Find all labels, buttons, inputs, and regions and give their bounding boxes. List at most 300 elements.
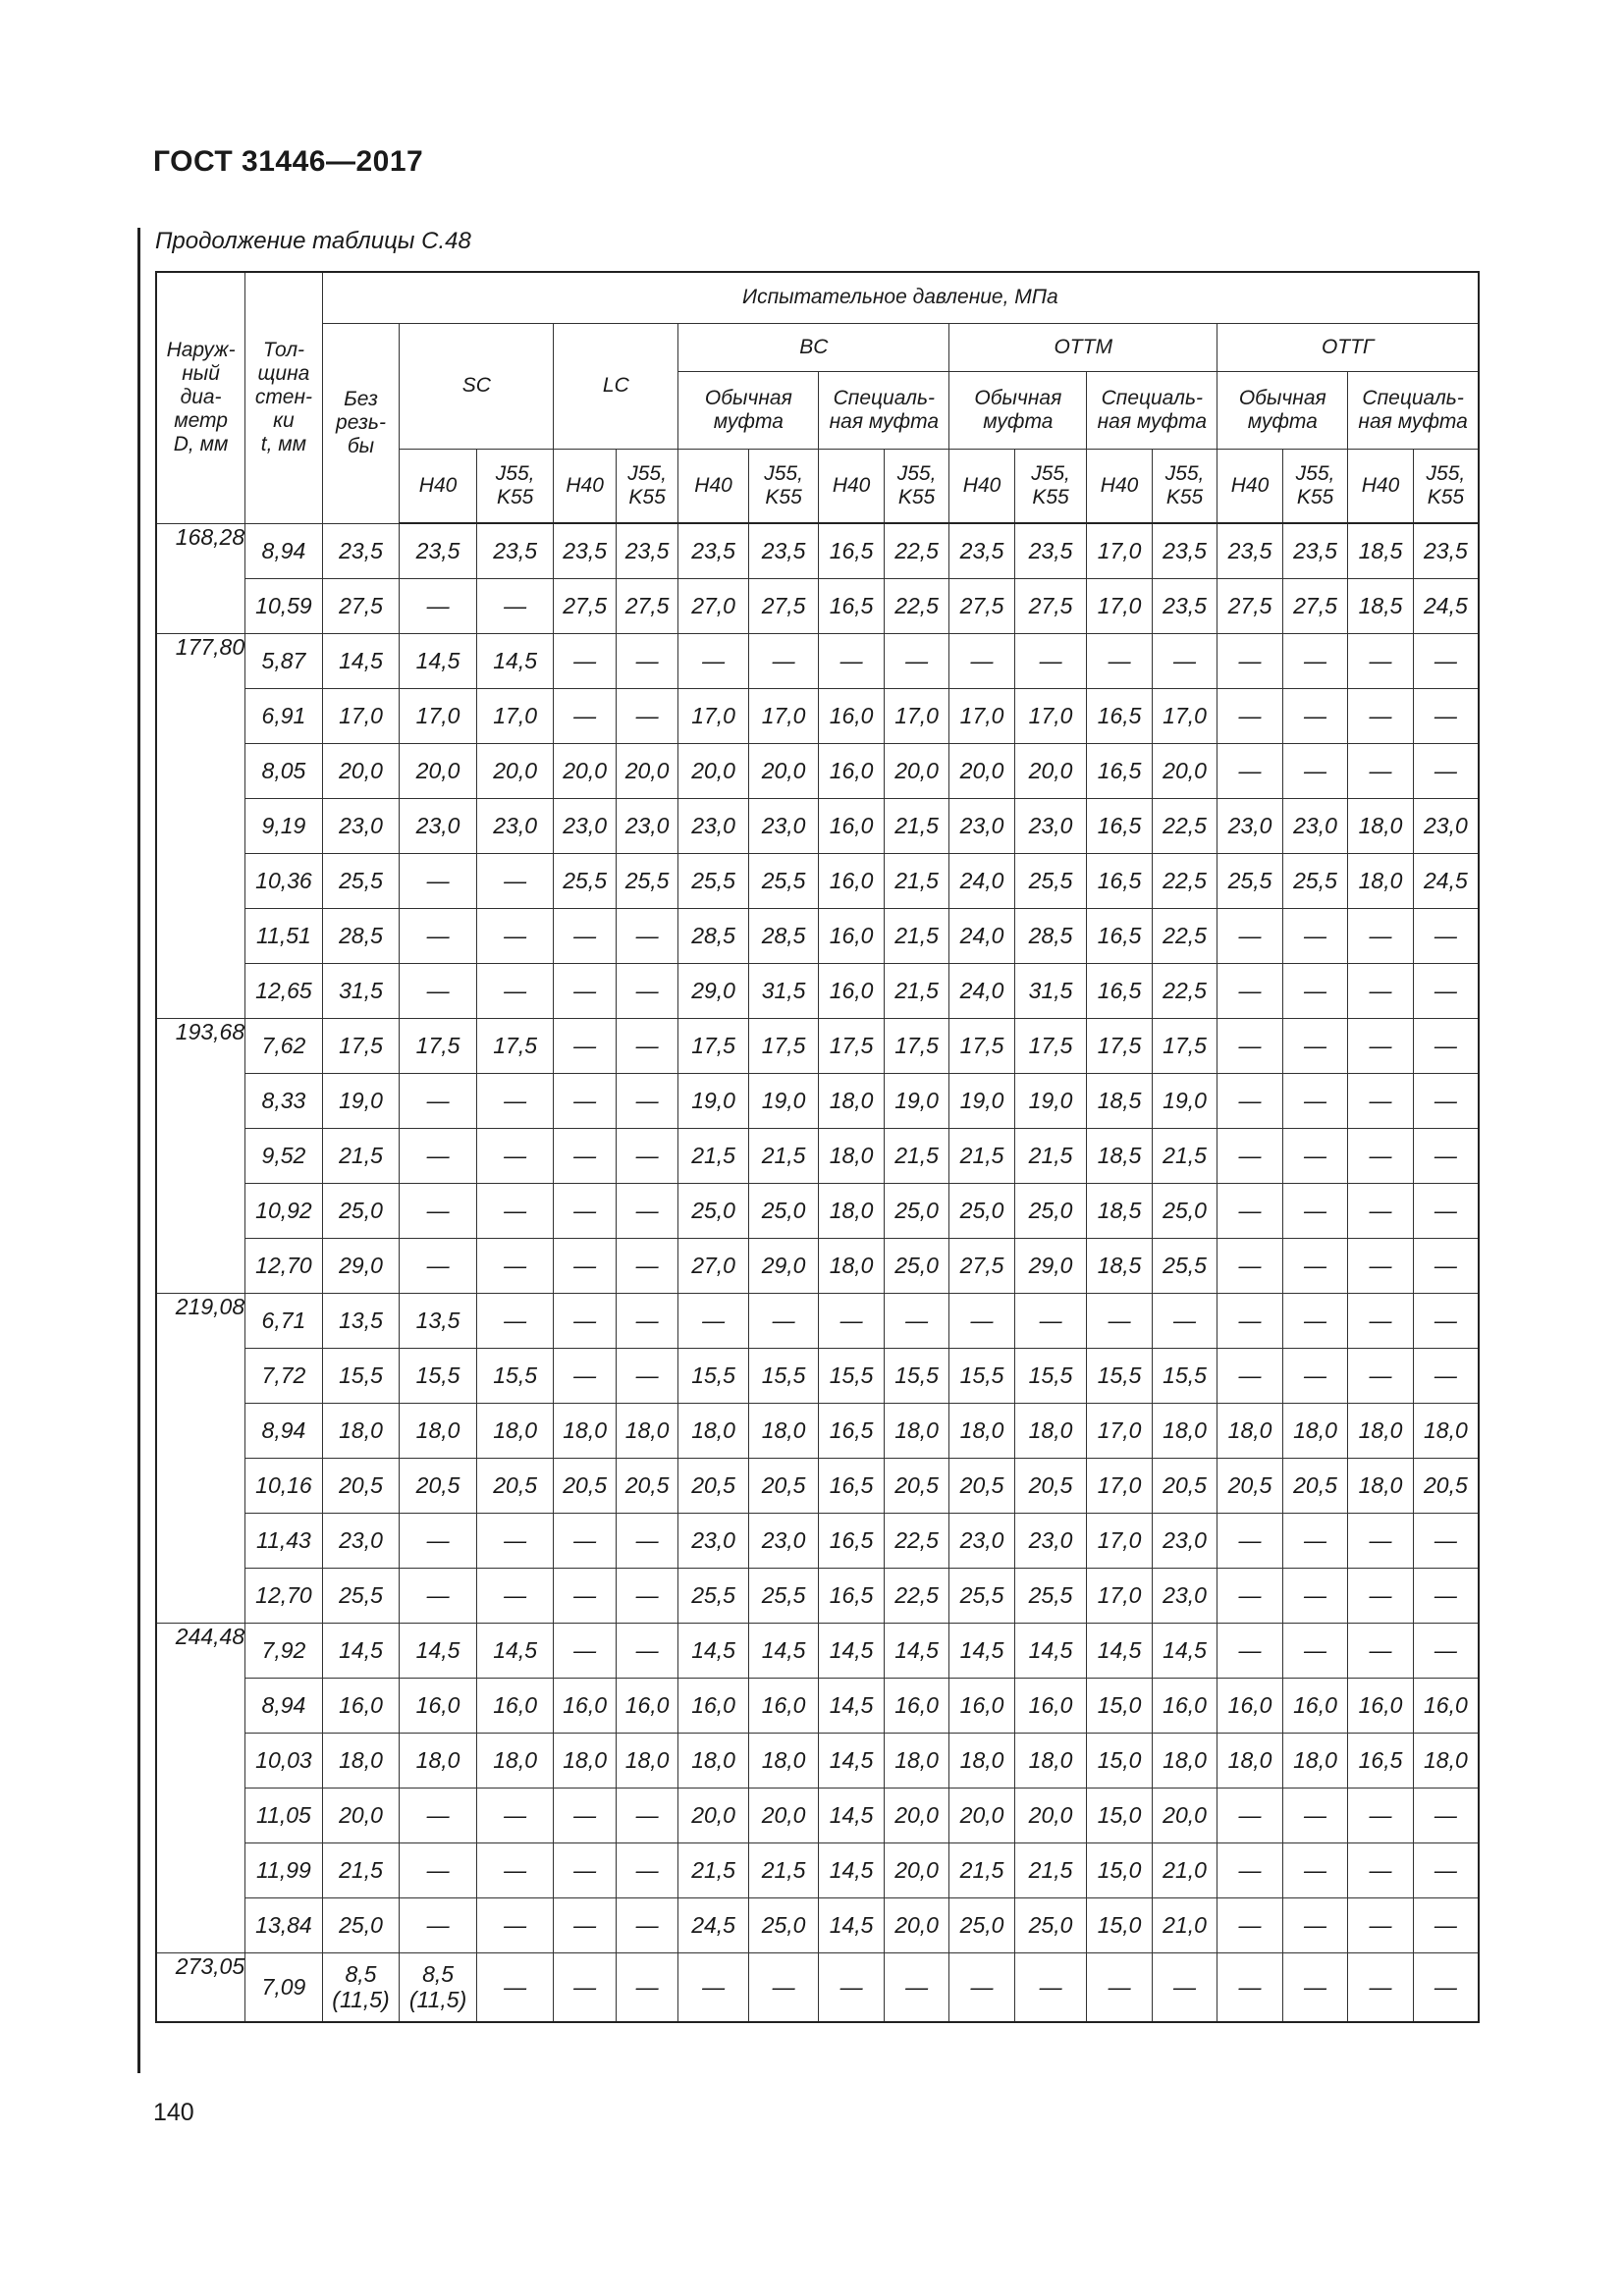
pressure-cell: — xyxy=(884,1294,948,1349)
table-row xyxy=(156,1239,1479,1294)
pressure-cell: 14,5 xyxy=(476,634,554,689)
pressure-cell: — xyxy=(1217,964,1282,1019)
pressure-cell: — xyxy=(616,1074,677,1129)
pressure-cell: 25,0 xyxy=(322,1184,400,1239)
pressure-cell: — xyxy=(554,1514,616,1569)
pressure-cell: — xyxy=(1087,1953,1152,2022)
pressure-cell: 20,5 xyxy=(678,1459,749,1514)
pressure-cell: — xyxy=(616,1129,677,1184)
pressure-cell: 20,0 xyxy=(554,744,616,799)
pressure-cell: — xyxy=(1282,1624,1347,1679)
pressure-cell: 18,0 xyxy=(1014,1734,1087,1789)
pressure-cell: — xyxy=(884,634,948,689)
pressure-cell: 17,0 xyxy=(678,689,749,744)
pressure-cell: 16,0 xyxy=(884,1679,948,1734)
pressure-cell: — xyxy=(554,1129,616,1184)
pressure-cell: 23,5 xyxy=(1282,523,1347,579)
pressure-cell: 14,5 xyxy=(400,1624,477,1679)
pressure-cell: — xyxy=(476,1953,554,2022)
pressure-cell: 20,0 xyxy=(322,1789,400,1843)
pressure-cell: — xyxy=(1217,744,1282,799)
pressure-cell: 16,0 xyxy=(1348,1679,1413,1734)
pressure-cell: 23,5 xyxy=(1014,523,1087,579)
table-row xyxy=(156,1184,1479,1239)
pressure-cell: 20,0 xyxy=(616,744,677,799)
pressure-cell: 25,5 xyxy=(949,1569,1014,1624)
pressure-cell: — xyxy=(1282,689,1347,744)
pressure-cell: 14,5 xyxy=(748,1624,819,1679)
pressure-cell: — xyxy=(1217,1074,1282,1129)
pressure-cell: — xyxy=(1413,1953,1479,2022)
pressure-cell: — xyxy=(1348,1569,1413,1624)
pressure-cell: — xyxy=(748,634,819,689)
pressure-cell: — xyxy=(1348,1129,1413,1184)
pressure-cell: 25,0 xyxy=(748,1898,819,1953)
outer-diameter-cell: 273,05 xyxy=(156,1953,245,2022)
pressure-cell: 18,0 xyxy=(476,1404,554,1459)
pressure-cell: — xyxy=(554,1349,616,1404)
outer-diameter-cell: 219,08 xyxy=(156,1294,245,1624)
pressure-cell: — xyxy=(1413,689,1479,744)
pressure-cell: 21,0 xyxy=(1152,1898,1217,1953)
pressure-cell: — xyxy=(1087,634,1152,689)
pressure-cell: 25,0 xyxy=(678,1184,749,1239)
pressure-cell: — xyxy=(1348,1898,1413,1953)
ottm-regular-coupling-header: Обычная муфта xyxy=(949,372,1087,450)
pressure-cell: — xyxy=(884,1953,948,2022)
table-row xyxy=(156,1734,1479,1789)
pressure-cell: — xyxy=(554,964,616,1019)
pressure-cell: 13,5 xyxy=(400,1294,477,1349)
wall-thickness-cell: 11,05 xyxy=(245,1789,323,1843)
pressure-cell: — xyxy=(616,689,677,744)
pressure-cell: — xyxy=(554,1624,616,1679)
pressure-cell: 18,0 xyxy=(1348,854,1413,909)
pressure-cell: — xyxy=(554,1074,616,1129)
pressure-cell: 23,0 xyxy=(1152,1569,1217,1624)
lc-header: LC xyxy=(554,324,678,450)
pressure-cell: 17,5 xyxy=(949,1019,1014,1074)
pressure-cell: 20,0 xyxy=(748,744,819,799)
pressure-cell: 24,0 xyxy=(949,964,1014,1019)
pressure-cell: — xyxy=(1282,1898,1347,1953)
pressure-cell: 23,0 xyxy=(1014,1514,1087,1569)
pressure-cell: 16,0 xyxy=(819,909,884,964)
pressure-cell: 25,5 xyxy=(1282,854,1347,909)
pressure-cell: — xyxy=(1217,1514,1282,1569)
pressure-cell: — xyxy=(1413,1514,1479,1569)
pressure-cell: — xyxy=(1217,634,1282,689)
pressure-cell: 27,5 xyxy=(616,579,677,634)
pressure-table xyxy=(155,271,1480,2023)
pressure-cell: — xyxy=(1014,1953,1087,2022)
wall-thickness-cell: 8,05 xyxy=(245,744,323,799)
pressure-cell: — xyxy=(1282,1239,1347,1294)
pressure-cell: 24,5 xyxy=(1413,854,1479,909)
pressure-cell: 21,5 xyxy=(884,854,948,909)
pressure-cell: — xyxy=(1348,1294,1413,1349)
pressure-cell: 14,5 xyxy=(1152,1624,1217,1679)
pressure-cell: 21,0 xyxy=(1152,1843,1217,1898)
pressure-cell: 17,0 xyxy=(1152,689,1217,744)
pressure-cell: — xyxy=(1348,1019,1413,1074)
pressure-cell: 20,5 xyxy=(476,1459,554,1514)
pressure-cell: — xyxy=(1282,634,1347,689)
pressure-cell: — xyxy=(1413,1129,1479,1184)
pressure-cell: 16,0 xyxy=(554,1679,616,1734)
pressure-cell: 20,0 xyxy=(322,744,400,799)
pressure-cell: 19,0 xyxy=(884,1074,948,1129)
pressure-cell: 16,5 xyxy=(1087,964,1152,1019)
pressure-cell: 18,0 xyxy=(678,1404,749,1459)
pressure-cell: 14,5 xyxy=(1087,1624,1152,1679)
pressure-cell: — xyxy=(1217,1569,1282,1624)
wall-thickness-cell: 13,84 xyxy=(245,1898,323,1953)
pressure-cell: 18,5 xyxy=(1087,1184,1152,1239)
pressure-cell: 18,5 xyxy=(1087,1129,1152,1184)
pressure-cell: — xyxy=(1413,1294,1479,1349)
pressure-cell: — xyxy=(400,1239,477,1294)
pressure-cell: 18,0 xyxy=(1152,1734,1217,1789)
page-number: 140 xyxy=(153,2099,194,2126)
pressure-cell: — xyxy=(400,1184,477,1239)
pressure-cell: 14,5 xyxy=(949,1624,1014,1679)
pressure-cell: — xyxy=(1217,1843,1282,1898)
table-row xyxy=(156,1514,1479,1569)
pressure-cell: 23,0 xyxy=(748,1514,819,1569)
pressure-cell: — xyxy=(616,1898,677,1953)
ottm-regular-h40-header: H40 xyxy=(949,450,1014,524)
pressure-cell: 23,0 xyxy=(616,799,677,854)
pressure-cell: 18,0 xyxy=(949,1734,1014,1789)
pressure-cell: 20,5 xyxy=(616,1459,677,1514)
pressure-cell: 27,0 xyxy=(678,579,749,634)
pressure-cell: 17,0 xyxy=(1014,689,1087,744)
pressure-cell: 17,0 xyxy=(748,689,819,744)
pressure-cell: 20,0 xyxy=(678,744,749,799)
pressure-cell: 17,5 xyxy=(748,1019,819,1074)
pressure-cell: 15,0 xyxy=(1087,1679,1152,1734)
pressure-cell: 23,5 xyxy=(1217,523,1282,579)
pressure-cell: — xyxy=(1348,1184,1413,1239)
pressure-cell: 21,5 xyxy=(949,1843,1014,1898)
pressure-cell: 18,0 xyxy=(322,1404,400,1459)
pressure-cell: 23,0 xyxy=(1413,799,1479,854)
pressure-cell: 17,0 xyxy=(400,689,477,744)
no-thread-header: Без резь- бы xyxy=(322,324,400,524)
pressure-cell: 18,0 xyxy=(476,1734,554,1789)
pressure-cell: — xyxy=(1217,1239,1282,1294)
ottm-regular-j55-k55-header: J55, K55 xyxy=(1014,450,1087,524)
ottg-header: ОТТГ xyxy=(1217,324,1479,372)
pressure-cell: 24,0 xyxy=(949,854,1014,909)
pressure-cell: 27,5 xyxy=(748,579,819,634)
pressure-cell: — xyxy=(1152,1953,1217,2022)
pressure-cell: 21,5 xyxy=(678,1843,749,1898)
wall-thickness-cell: 8,94 xyxy=(245,1404,323,1459)
pressure-cell: 17,0 xyxy=(1087,1404,1152,1459)
pressure-cell: 23,0 xyxy=(1217,799,1282,854)
pressure-cell: 15,5 xyxy=(748,1349,819,1404)
pressure-cell: 8,5 (11,5) xyxy=(322,1953,400,2022)
pressure-cell: 18,0 xyxy=(554,1734,616,1789)
pressure-cell: 20,5 xyxy=(322,1459,400,1514)
bc-special-h40-header: H40 xyxy=(819,450,884,524)
pressure-cell: 18,0 xyxy=(884,1404,948,1459)
pressure-cell: 14,5 xyxy=(819,1679,884,1734)
pressure-cell: 25,0 xyxy=(949,1184,1014,1239)
pressure-cell: — xyxy=(678,634,749,689)
pressure-cell: 17,0 xyxy=(884,689,948,744)
pressure-cell: — xyxy=(1282,1129,1347,1184)
pressure-cell: 23,0 xyxy=(322,799,400,854)
wall-thickness-cell: 9,52 xyxy=(245,1129,323,1184)
pressure-cell: — xyxy=(554,1569,616,1624)
pressure-cell: 18,0 xyxy=(1014,1404,1087,1459)
pressure-cell: 20,0 xyxy=(476,744,554,799)
bc-regular-j55-k55-header: J55, K55 xyxy=(748,450,819,524)
wall-thickness-cell: 7,72 xyxy=(245,1349,323,1404)
wall-thickness-cell: 10,59 xyxy=(245,579,323,634)
pressure-cell: — xyxy=(616,1239,677,1294)
pressure-cell: 18,0 xyxy=(748,1734,819,1789)
pressure-cell: 17,0 xyxy=(949,689,1014,744)
pressure-cell: — xyxy=(616,1184,677,1239)
pressure-cell: — xyxy=(819,634,884,689)
pressure-cell: 25,5 xyxy=(1014,854,1087,909)
pressure-cell: — xyxy=(1413,634,1479,689)
pressure-cell: — xyxy=(400,1074,477,1129)
pressure-cell: — xyxy=(1282,1074,1347,1129)
table-row xyxy=(156,854,1479,909)
pressure-cell: — xyxy=(1217,1184,1282,1239)
pressure-cell: 22,5 xyxy=(884,1569,948,1624)
pressure-cell: — xyxy=(554,1843,616,1898)
pressure-cell: 16,5 xyxy=(1087,909,1152,964)
pressure-cell: 16,0 xyxy=(819,854,884,909)
pressure-cell: 20,0 xyxy=(949,1789,1014,1843)
ottg-special-h40-header: H40 xyxy=(1348,450,1413,524)
bc-regular-h40-header: H40 xyxy=(678,450,749,524)
pressure-cell: — xyxy=(1348,909,1413,964)
pressure-cell: 14,5 xyxy=(322,1624,400,1679)
pressure-cell: 18,0 xyxy=(819,1074,884,1129)
pressure-cell: — xyxy=(748,1953,819,2022)
pressure-cell: 25,5 xyxy=(1014,1569,1087,1624)
wall-thickness-header: Тол- щина стен- ки t, мм xyxy=(245,272,323,523)
pressure-cell: 17,5 xyxy=(1087,1019,1152,1074)
pressure-cell: — xyxy=(476,579,554,634)
pressure-cell: 27,5 xyxy=(322,579,400,634)
pressure-cell: — xyxy=(1282,1569,1347,1624)
pressure-cell: — xyxy=(554,1789,616,1843)
pressure-cell: — xyxy=(554,1898,616,1953)
pressure-cell: 18,0 xyxy=(1413,1404,1479,1459)
table-row xyxy=(156,1129,1479,1184)
pressure-cell: 15,0 xyxy=(1087,1843,1152,1898)
pressure-cell: 31,5 xyxy=(748,964,819,1019)
pressure-cell: 25,5 xyxy=(1152,1239,1217,1294)
pressure-cell: — xyxy=(1217,1953,1282,2022)
pressure-cell: 18,0 xyxy=(819,1129,884,1184)
pressure-cell: 14,5 xyxy=(400,634,477,689)
pressure-cell: — xyxy=(1217,1624,1282,1679)
pressure-cell: 20,0 xyxy=(884,1789,948,1843)
test-pressure-header: Испытательное давление, МПа xyxy=(322,272,1479,324)
pressure-cell: 23,0 xyxy=(1152,1514,1217,1569)
pressure-cell: 8,5 (11,5) xyxy=(400,1953,477,2022)
table-row xyxy=(156,799,1479,854)
pressure-cell: 16,0 xyxy=(678,1679,749,1734)
pressure-cell: 18,0 xyxy=(1348,799,1413,854)
pressure-cell: 23,0 xyxy=(748,799,819,854)
pressure-cell: 23,0 xyxy=(476,799,554,854)
pressure-cell: — xyxy=(476,1898,554,1953)
pressure-cell: 20,0 xyxy=(1014,1789,1087,1843)
pressure-cell: — xyxy=(819,1953,884,2022)
pressure-cell: — xyxy=(1348,1239,1413,1294)
pressure-cell: 25,5 xyxy=(616,854,677,909)
pressure-cell: — xyxy=(1348,1349,1413,1404)
wall-thickness-cell: 12,70 xyxy=(245,1239,323,1294)
pressure-cell: — xyxy=(949,1294,1014,1349)
pressure-cell: 23,5 xyxy=(1152,523,1217,579)
pressure-cell: 20,0 xyxy=(949,744,1014,799)
pressure-cell: 29,0 xyxy=(748,1239,819,1294)
pressure-cell: 20,0 xyxy=(400,744,477,799)
pressure-cell: — xyxy=(1282,1184,1347,1239)
pressure-cell: 18,0 xyxy=(884,1734,948,1789)
table-row xyxy=(156,1789,1479,1843)
ottm-header: ОТТМ xyxy=(949,324,1217,372)
pressure-cell: — xyxy=(1348,1789,1413,1843)
table-row xyxy=(156,523,1479,579)
pressure-cell: 18,0 xyxy=(616,1404,677,1459)
table-row xyxy=(156,634,1479,689)
pressure-cell: 16,5 xyxy=(1087,854,1152,909)
pressure-cell: — xyxy=(1413,1074,1479,1129)
wall-thickness-cell: 6,71 xyxy=(245,1294,323,1349)
ottg-regular-h40-header: H40 xyxy=(1217,450,1282,524)
wall-thickness-cell: 7,92 xyxy=(245,1624,323,1679)
pressure-cell: 16,5 xyxy=(819,1569,884,1624)
pressure-cell: 24,5 xyxy=(1413,579,1479,634)
wall-thickness-cell: 6,91 xyxy=(245,689,323,744)
pressure-cell: — xyxy=(554,909,616,964)
pressure-cell: 23,0 xyxy=(949,799,1014,854)
pressure-cell: — xyxy=(949,634,1014,689)
pressure-cell: — xyxy=(1348,689,1413,744)
pressure-cell: 18,0 xyxy=(819,1184,884,1239)
pressure-cell: 18,5 xyxy=(1348,579,1413,634)
outer-diameter-cell: 177,80 xyxy=(156,634,245,1019)
pressure-cell: — xyxy=(476,1129,554,1184)
pressure-cell: — xyxy=(476,1294,554,1349)
pressure-cell: 23,5 xyxy=(322,523,400,579)
pressure-cell: 15,5 xyxy=(1087,1349,1152,1404)
pressure-cell: 14,5 xyxy=(819,1734,884,1789)
pressure-cell: 27,5 xyxy=(949,579,1014,634)
pressure-cell: 20,5 xyxy=(1014,1459,1087,1514)
pressure-cell: — xyxy=(616,909,677,964)
pressure-cell: — xyxy=(1348,1074,1413,1129)
pressure-cell: 14,5 xyxy=(819,1624,884,1679)
table-row xyxy=(156,1019,1479,1074)
pressure-cell: 20,5 xyxy=(748,1459,819,1514)
pressure-cell: — xyxy=(1217,689,1282,744)
pressure-cell: 17,5 xyxy=(476,1019,554,1074)
table-row xyxy=(156,744,1479,799)
pressure-cell: — xyxy=(476,1074,554,1129)
wall-thickness-cell: 11,43 xyxy=(245,1514,323,1569)
pressure-cell: 18,0 xyxy=(1152,1404,1217,1459)
pressure-cell: — xyxy=(1413,1898,1479,1953)
pressure-cell: 18,0 xyxy=(1217,1734,1282,1789)
pressure-cell: 17,5 xyxy=(678,1019,749,1074)
pressure-cell: 22,5 xyxy=(1152,964,1217,1019)
pressure-cell: 14,5 xyxy=(819,1843,884,1898)
pressure-cell: 17,0 xyxy=(1087,1514,1152,1569)
wall-thickness-cell: 11,51 xyxy=(245,909,323,964)
pressure-cell: 14,5 xyxy=(1014,1624,1087,1679)
bc-special-coupling-header: Специаль- ная муфта xyxy=(819,372,949,450)
ottm-special-coupling-header: Специаль- ная муфта xyxy=(1087,372,1217,450)
pressure-cell: — xyxy=(678,1953,749,2022)
pressure-cell: 18,0 xyxy=(678,1734,749,1789)
pressure-cell: 18,0 xyxy=(1348,1459,1413,1514)
pressure-cell: — xyxy=(1348,964,1413,1019)
pressure-cell: 23,0 xyxy=(1282,799,1347,854)
pressure-cell: 17,5 xyxy=(819,1019,884,1074)
pressure-cell: — xyxy=(554,1239,616,1294)
pressure-cell: — xyxy=(400,1789,477,1843)
table-header xyxy=(156,272,1479,523)
pressure-cell: 14,5 xyxy=(884,1624,948,1679)
lc-h40-header: H40 xyxy=(554,450,616,524)
pressure-cell: 17,5 xyxy=(400,1019,477,1074)
pressure-cell: 27,5 xyxy=(1014,579,1087,634)
pressure-cell: 14,5 xyxy=(322,634,400,689)
pressure-cell: — xyxy=(400,854,477,909)
pressure-cell: — xyxy=(616,1569,677,1624)
pressure-cell: 23,0 xyxy=(678,1514,749,1569)
table-row xyxy=(156,579,1479,634)
pressure-cell: 16,5 xyxy=(819,1514,884,1569)
pressure-cell: 20,0 xyxy=(884,744,948,799)
table-row xyxy=(156,1074,1479,1129)
pressure-cell: — xyxy=(1413,1843,1479,1898)
pressure-cell: — xyxy=(616,1514,677,1569)
pressure-cell: 28,5 xyxy=(748,909,819,964)
pressure-cell: 18,0 xyxy=(1413,1734,1479,1789)
pressure-cell: 21,5 xyxy=(1014,1843,1087,1898)
pressure-cell: 19,0 xyxy=(322,1074,400,1129)
pressure-cell: — xyxy=(1413,1184,1479,1239)
pressure-cell: 27,5 xyxy=(1282,579,1347,634)
pressure-cell: — xyxy=(554,1953,616,2022)
pressure-cell: 19,0 xyxy=(1152,1074,1217,1129)
pressure-cell: 21,5 xyxy=(322,1129,400,1184)
pressure-cell: — xyxy=(1282,909,1347,964)
wall-thickness-cell: 5,87 xyxy=(245,634,323,689)
pressure-cell: 19,0 xyxy=(1014,1074,1087,1129)
table-row xyxy=(156,1349,1479,1404)
bc-special-j55-k55-header: J55, K55 xyxy=(884,450,948,524)
wall-thickness-cell: 12,70 xyxy=(245,1569,323,1624)
pressure-cell: 20,5 xyxy=(1217,1459,1282,1514)
pressure-cell: 25,0 xyxy=(884,1239,948,1294)
pressure-cell: 18,5 xyxy=(1348,523,1413,579)
